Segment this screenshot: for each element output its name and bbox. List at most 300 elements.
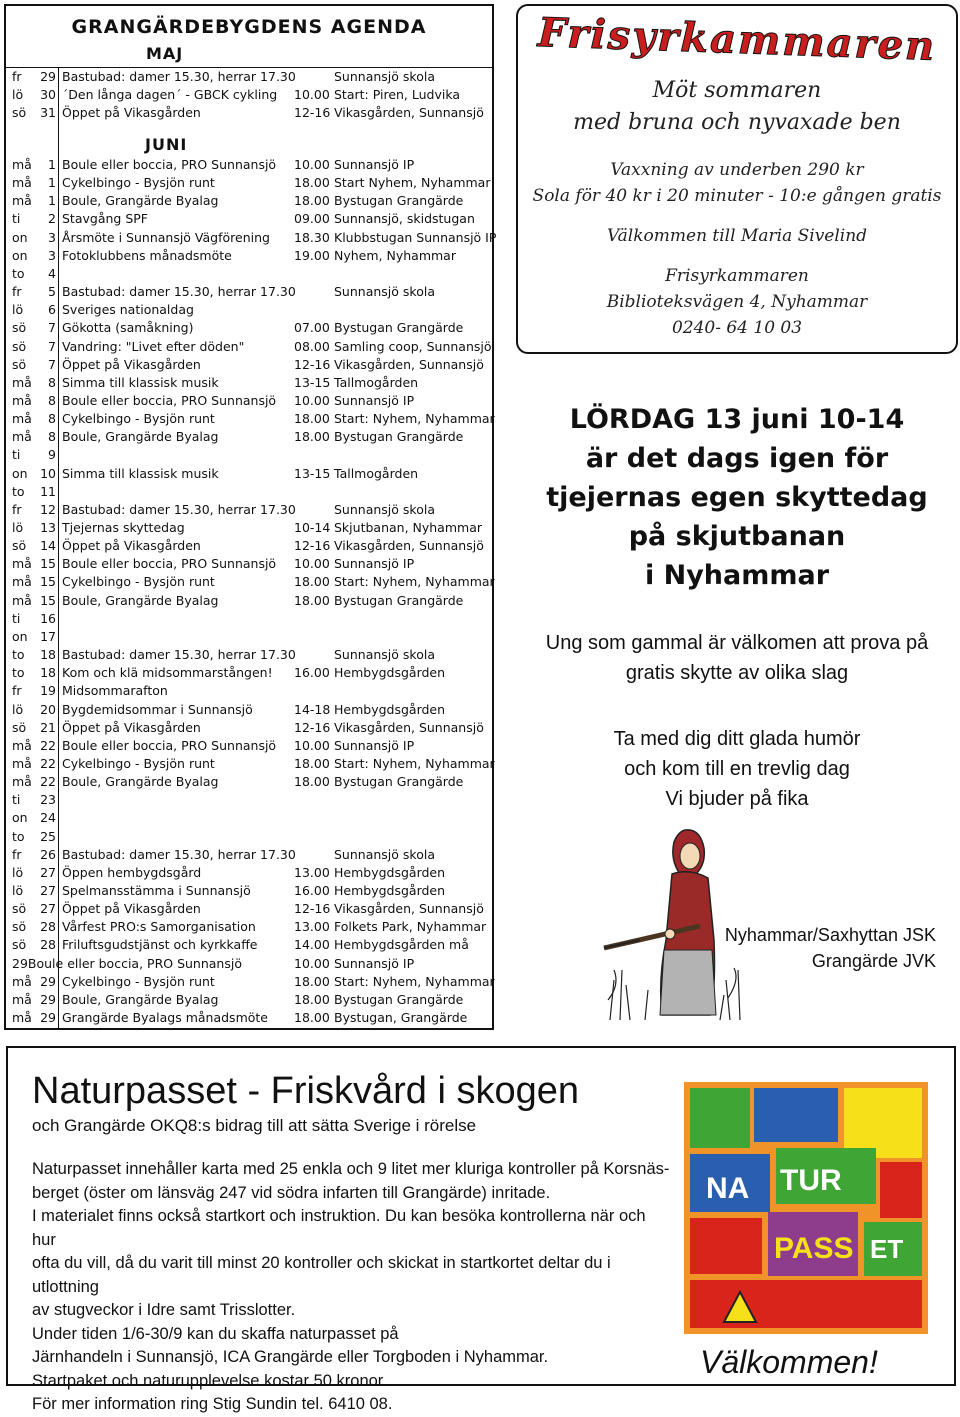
agenda-num: 6 (48, 302, 56, 318)
agenda-num: 7 (48, 338, 56, 354)
agenda-num: 12 (40, 501, 56, 517)
agenda-activity: Cykelbingo - Bysjön runt (62, 973, 215, 989)
naturpasset-box (6, 1046, 956, 1413)
agenda-time: 18.00 (294, 175, 330, 191)
agenda-place: Vikasgården, Sunnansjö (334, 538, 484, 554)
agenda-day: on (12, 247, 28, 263)
agenda-row (6, 991, 492, 1009)
agenda-row (6, 265, 492, 283)
agenda-num: 27 (40, 901, 56, 917)
agenda-day: må (12, 374, 32, 390)
agenda-day: lö (12, 302, 24, 318)
agenda-place: Start: Nyhem, Nyhammar (334, 755, 495, 771)
agenda-time: 10.00 (294, 392, 330, 408)
agenda-row (6, 664, 492, 682)
agenda-box (4, 4, 497, 1030)
agenda-row (6, 610, 492, 628)
agenda-num: 8 (48, 392, 56, 408)
agenda-activity: Spelmansstämma i Sunnansjö (62, 883, 251, 898)
month-may: MAJ (146, 44, 184, 63)
agenda-row (6, 882, 492, 900)
agenda-place: Tallmogården (334, 374, 419, 390)
agenda-place: Bystugan Grangärde (334, 991, 464, 1007)
agenda-num: 11 (40, 483, 56, 499)
shooting-text (516, 724, 958, 814)
agenda-activity: Bygdemidsommar i Sunnansjö (62, 701, 253, 717)
agenda-num: 15 (40, 556, 56, 572)
agenda-num: 15 (40, 574, 56, 590)
salon-tagline: Möt sommaren (652, 78, 822, 103)
agenda-place: Bystugan Grangärde (334, 774, 464, 790)
clubs (725, 922, 936, 974)
agenda-day: fr (12, 284, 22, 300)
agenda-time: 10.00 (294, 955, 330, 971)
agenda-num: 29 (40, 69, 56, 84)
agenda-time: 07.00 (294, 320, 330, 336)
agenda-place: Bystugan Grangärde (334, 193, 464, 209)
agenda-day: fr (12, 846, 22, 862)
agenda-time: 14-18 (294, 701, 331, 717)
agenda-num: 20 (40, 701, 56, 717)
agenda-day: ti (12, 211, 21, 227)
agenda-activity: Boule eller boccia, PRO Sunnansjö (62, 157, 277, 172)
agenda-place: Sunnansjö IP (334, 157, 415, 172)
agenda-day: må (12, 175, 32, 191)
agenda-num: 8 (48, 411, 56, 427)
agenda-place: Skjutbanan, Nyhammar (334, 520, 482, 535)
agenda-row (6, 973, 495, 991)
agenda-activity: Friluftsgudstjänst och kyrkkaffe (62, 937, 258, 953)
agenda-day: må (12, 392, 32, 408)
agenda-row (6, 174, 492, 192)
body-line: berget (öster om länsväg 247 vid södra infarten till Grangärde) inritade. (32, 1183, 551, 1202)
agenda-row (6, 864, 492, 882)
agenda-activity: Grangärde Byalags månadsmöte (62, 1010, 268, 1026)
logo-word: PASS (774, 1232, 854, 1265)
agenda-time: 12-16 (294, 105, 331, 121)
agenda-place: Hembygdsgården (334, 665, 446, 681)
body-line: I materialet finns också startkort och instruktion. Du kan besöka kontrollerna när och hur (32, 1207, 646, 1249)
salon-phone: 0240- 64 10 03 (671, 318, 803, 338)
agenda-row (6, 301, 492, 319)
agenda-row (6, 701, 492, 719)
agenda-row (6, 936, 492, 954)
agenda-num: 27 (40, 864, 56, 880)
agenda-activity: Stavgång SPF (62, 211, 148, 227)
agenda-num: 29 (40, 973, 56, 989)
agenda-row (6, 210, 492, 228)
logo-word: NA (706, 1172, 750, 1205)
agenda-day: må (12, 429, 32, 445)
agenda-row (6, 68, 492, 86)
agenda-time: 13-15 (294, 374, 331, 390)
agenda-row (6, 573, 495, 591)
salon-address: Biblioteksvägen 4, Nyhammar (606, 292, 868, 312)
headline-line: är det dags igen för (585, 443, 889, 474)
agenda-time: 12-16 (294, 901, 331, 917)
agenda-num: 1 (48, 157, 56, 172)
agenda-place: Vikasgården, Sunnansjö (334, 901, 484, 917)
agenda-num: 1 (48, 193, 56, 209)
agenda-activity: Sveriges nationaldag (62, 302, 194, 318)
agenda-day: sö (12, 919, 27, 935)
agenda-num: 10 (40, 465, 56, 481)
agenda-activity: Cykelbingo - Bysjön runt (62, 411, 215, 427)
agenda-row (6, 519, 492, 537)
agenda-place: Sunnansjö IP (334, 392, 415, 408)
agenda-place: Sunnansjö skola (334, 69, 435, 84)
text-line: Ung som gammal är välkomen att prova på (545, 632, 929, 654)
agenda-place: Start Nyhem, Nyhammar (334, 175, 491, 191)
agenda-place: Bystugan Grangärde (334, 320, 464, 336)
agenda-day: sö (12, 105, 27, 121)
agenda-activity: Gökotta (samåkning) (62, 320, 194, 336)
agenda-activity: Kom och klä midsommarstången! (62, 665, 273, 681)
agenda-place: Sunnansjö IP (334, 737, 415, 753)
agenda-day: sö (12, 538, 27, 554)
agenda-num: 8 (48, 429, 56, 445)
agenda-num: 28 (40, 937, 56, 953)
agenda-day: ti (12, 610, 21, 626)
agenda-row (6, 356, 492, 374)
agenda-activity: Bastubad: damer 15.30, herrar 17.30 (62, 284, 296, 300)
body-line: av stugveckor i Idre samt Trisslotter. (32, 1301, 296, 1319)
agenda-num: 18 (40, 665, 56, 681)
agenda-num: 4 (48, 265, 56, 281)
agenda-num: 26 (40, 846, 56, 862)
agenda-place: Sunnansjö, skidstugan (334, 211, 475, 227)
agenda-place: Nyhem, Nyhammar (334, 247, 456, 263)
agenda-activity: Simma till klassisk musik (62, 374, 219, 390)
agenda-time: 12-16 (294, 719, 331, 735)
agenda-place: Vikasgården, Sunnansjö (334, 105, 484, 121)
agenda-time: 10-14 (294, 520, 331, 535)
agenda-time: 19.00 (294, 247, 330, 263)
agenda-num: 19 (40, 683, 56, 699)
agenda-place: Vikasgården, Sunnansjö (334, 719, 484, 735)
agenda-activity: Cykelbingo - Bysjön runt (62, 574, 215, 590)
agenda-place: Hembygdsgården (334, 864, 446, 880)
agenda-num: 7 (48, 320, 56, 336)
agenda-day: sö (12, 937, 27, 953)
agenda-place: Klubbstugan Sunnansjö IP (334, 229, 497, 245)
body-line: Järnhandeln i Sunnansjö, ICA Grangärde eller Torgboden i Nyhammar. (32, 1348, 549, 1366)
agenda-time: 18.00 (294, 411, 330, 427)
agenda-day: må (12, 556, 32, 572)
agenda-time: 18.00 (294, 429, 330, 445)
agenda-place: Sunnansjö IP (334, 955, 415, 971)
salon-title: Frisyrkammaren (536, 9, 937, 70)
agenda-num: 1 (48, 175, 56, 191)
agenda-day: må (12, 411, 32, 427)
agenda-activity: Boule, Grangärde Byalag (62, 774, 219, 790)
agenda-activity: Cykelbingo - Bysjön runt (62, 175, 215, 191)
headline-line: LÖRDAG 13 juni 10-14 (569, 404, 905, 435)
agenda-day: må (12, 193, 32, 209)
agenda-row (6, 646, 492, 664)
agenda-row (6, 247, 492, 265)
agenda-num: 28 (40, 919, 56, 935)
agenda-row (6, 483, 492, 501)
agenda-day: fr (12, 69, 22, 84)
agenda-time: 08.00 (294, 338, 330, 354)
agenda-day: on (12, 628, 28, 644)
naturpasset-body (32, 1158, 672, 1417)
agenda-num: 29 (40, 991, 56, 1007)
agenda-day: sö (12, 901, 27, 917)
agenda-activity: 29Boule eller boccia, PRO Sunnansjö (12, 955, 242, 971)
agenda-time: 18.00 (294, 973, 330, 989)
agenda-num: 3 (48, 229, 56, 245)
agenda-activity: Bastubad: damer 15.30, herrar 17.30 (62, 69, 296, 84)
agenda-activity: Bastubad: damer 15.30, herrar 17.30 (62, 501, 296, 517)
agenda-activity: Tjejernas skyttedag (62, 520, 185, 535)
body-line: Startpaket och naturupplevelse kostar 50 kronor. (32, 1371, 387, 1390)
agenda-time: 18.30 (294, 229, 330, 245)
agenda-day: fr (12, 683, 22, 699)
headline-line: på skjutbanan (628, 521, 846, 552)
agenda-row (6, 319, 492, 337)
agenda-activity: Öppet på Vikasgården (62, 538, 201, 554)
agenda-num: 27 (40, 883, 56, 898)
agenda-time: 12-16 (294, 538, 331, 554)
agenda-activity: Vandring: "Livet efter döden" (62, 338, 245, 354)
agenda-activity: Bastubad: damer 15.30, herrar 17.30 (62, 846, 296, 862)
salon-offer: Vaxxning av underben 290 kr (610, 160, 864, 180)
agenda-activity: Vårfest PRO:s Samorganisation (62, 919, 256, 935)
salon-ad (516, 4, 958, 354)
agenda-row (6, 446, 492, 464)
agenda-activity: Midsommarafton (62, 683, 168, 699)
agenda-num: 2 (48, 211, 56, 227)
naturpasset-title: Naturpasset - Friskvård i skogen (32, 1070, 579, 1112)
agenda-day: to (12, 265, 25, 281)
agenda-num: 30 (40, 87, 56, 103)
headline-line: i Nyhammar (644, 560, 830, 591)
agenda-activity: Boule eller boccia, PRO Sunnansjö (62, 392, 277, 408)
club-name: Nyhammar/Saxhyttan JSK (724, 925, 936, 945)
agenda-day: to (12, 483, 25, 499)
agenda-row (6, 737, 492, 755)
headline-line: tjejernas egen skyttedag (546, 482, 928, 513)
agenda-time: 18.00 (294, 193, 330, 209)
agenda-day: må (12, 157, 32, 172)
agenda-num: 16 (40, 610, 56, 626)
agenda-row (6, 229, 497, 247)
agenda-row (6, 719, 492, 737)
agenda-row (6, 755, 495, 773)
agenda-activity: Boule eller boccia, PRO Sunnansjö (62, 737, 277, 753)
agenda-day: to (12, 665, 25, 681)
agenda-row (6, 555, 492, 573)
agenda-row (6, 846, 492, 864)
agenda-num: 8 (48, 374, 56, 390)
agenda-row (6, 428, 492, 446)
agenda-row (6, 374, 492, 392)
agenda-day: lö (12, 864, 24, 880)
agenda-day: fr (12, 501, 22, 517)
agenda-time: 09.00 (294, 211, 330, 227)
agenda-day: lö (12, 883, 24, 898)
naturpasset-welcome: Välkommen! (700, 1344, 878, 1380)
month-june: JUNI (145, 135, 188, 154)
agenda-activity: Öppet på Vikasgården (62, 105, 201, 121)
agenda-place: Hembygdsgården (334, 701, 446, 717)
agenda-row (6, 900, 492, 918)
agenda-day: ti (12, 792, 21, 808)
agenda-place: Bystugan, Grangärde (334, 1010, 468, 1026)
salon-name: Frisyrkammaren (665, 266, 809, 286)
agenda-num: 25 (40, 828, 56, 844)
agenda-day: må (12, 755, 32, 771)
agenda-row (6, 773, 492, 791)
agenda-row (6, 791, 492, 809)
text-line: Ta med dig ditt glada humör (613, 728, 861, 750)
agenda-activity: Öppen hembygdsgård (62, 864, 202, 880)
agenda-time: 18.00 (294, 574, 330, 590)
agenda-activity: Boule eller boccia, PRO Sunnansjö (62, 556, 277, 572)
agenda-place: Sunnansjö skola (334, 501, 435, 517)
agenda-time: 16.00 (294, 665, 330, 681)
agenda-num: 5 (48, 284, 56, 300)
agenda-activity: ´Den långa dagen´ - GBCK cykling (62, 87, 278, 103)
agenda-num: 13 (40, 520, 56, 535)
agenda-activity: Bastubad: damer 15.30, herrar 17.30 (62, 647, 296, 663)
agenda-place: Hembygdsgården må (334, 937, 469, 953)
agenda-day: må (12, 973, 32, 989)
agenda-day: on (12, 810, 28, 826)
agenda-place: Sunnansjö skola (334, 284, 435, 300)
agenda-place: Start: Piren, Ludvika (334, 87, 461, 103)
agenda-time: 10.00 (294, 87, 330, 103)
agenda-day: lö (12, 87, 24, 103)
agenda-day: må (12, 592, 32, 608)
body-line: För mer information ring Stig Sundin tel. 6410 08. (32, 1395, 393, 1413)
text-line: och kom till en trevlig dag (624, 758, 850, 780)
agenda-num: 22 (40, 755, 56, 771)
agenda-time: 13.00 (294, 864, 330, 880)
agenda-row (6, 918, 492, 936)
agenda-num: 3 (48, 247, 56, 263)
agenda-day: lö (12, 520, 24, 535)
agenda-activity: Boule, Grangärde Byalag (62, 193, 219, 209)
agenda-day: to (12, 828, 25, 844)
agenda-place: Sunnansjö skola (334, 846, 435, 862)
agenda-activity: Boule, Grangärde Byalag (62, 592, 219, 608)
agenda-place: Bystugan Grangärde (334, 592, 464, 608)
agenda-day: må (12, 574, 32, 590)
agenda-row (6, 338, 492, 356)
agenda-day: må (12, 1010, 32, 1026)
agenda-time: 13.00 (294, 919, 330, 935)
agenda-num: 23 (40, 792, 56, 808)
agenda-num: 18 (40, 647, 56, 663)
body-line: ofta du vill, då du varit till minst 20 kontroller och skickat in startkortet deltar du i utlottning (32, 1254, 611, 1296)
salon-offer: Sola för 40 kr i 20 minuter - 10:e gången gratis (532, 186, 942, 206)
agenda-num: 15 (40, 592, 56, 608)
agenda-num: 21 (40, 719, 56, 735)
agenda-place: Sunnansjö IP (334, 556, 415, 572)
shooting-text (516, 628, 958, 688)
shooting-headline (516, 400, 958, 595)
agenda-place: Hembygdsgården (334, 883, 446, 898)
agenda-place: Tallmogården (334, 465, 419, 481)
agenda-activity: Boule, Grangärde Byalag (62, 429, 219, 445)
agenda-row (6, 955, 492, 973)
agenda-num: 7 (48, 356, 56, 372)
agenda-day: må (12, 737, 32, 753)
agenda-row (6, 156, 492, 174)
agenda-day: sö (12, 338, 27, 354)
agenda-row (6, 192, 492, 210)
agenda-row (6, 283, 492, 301)
agenda-activity: Simma till klassisk musik (62, 465, 219, 481)
agenda-place: Start: Nyhem, Nyhammar (334, 574, 495, 590)
agenda-row (6, 1009, 492, 1027)
agenda-day: må (12, 991, 32, 1007)
agenda-time: 13-15 (294, 465, 331, 481)
logo-word: TUR (780, 1164, 842, 1197)
agenda-place: Bystugan Grangärde (334, 429, 464, 445)
agenda-row (6, 410, 495, 428)
agenda-place: Start: Nyhem, Nyhammar (334, 973, 495, 989)
agenda-day: on (12, 229, 28, 245)
agenda-time: 18.00 (294, 755, 330, 771)
body-line: Naturpasset innehåller karta med 25 enkla och 9 litet mer kluriga kontroller på Korsnäs- (32, 1160, 670, 1178)
agenda-num: 9 (48, 447, 56, 463)
agenda-row (6, 86, 492, 104)
agenda-row (6, 501, 492, 519)
agenda-time: 18.00 (294, 1010, 330, 1026)
agenda-day: to (12, 647, 25, 663)
text-line: gratis skytte av olika slag (625, 662, 849, 684)
agenda-place: Start: Nyhem, Nyhammar (334, 411, 495, 427)
agenda-num: 17 (40, 628, 56, 644)
agenda-row (6, 537, 492, 555)
agenda-num: 29 (40, 1010, 56, 1026)
agenda-row (6, 465, 492, 483)
agenda-time: 18.00 (294, 991, 330, 1007)
agenda-activity: Boule, Grangärde Byalag (62, 991, 219, 1007)
agenda-day: sö (12, 719, 27, 735)
agenda-row (6, 828, 492, 846)
agenda-place: Vikasgården, Sunnansjö (334, 356, 484, 372)
agenda-day: må (12, 774, 32, 790)
agenda-day: sö (12, 320, 27, 336)
text-line: Vi bjuder på fika (665, 788, 809, 810)
agenda-place: Samling coop, Sunnansjö (334, 338, 492, 354)
agenda-time: 12-16 (294, 356, 331, 372)
agenda-time: 18.00 (294, 592, 330, 608)
agenda-time: 10.00 (294, 157, 330, 172)
agenda-row (6, 682, 492, 700)
agenda-num: 22 (40, 737, 56, 753)
agenda-row (6, 628, 492, 646)
agenda-num: 24 (40, 810, 56, 826)
agenda-row (6, 809, 492, 827)
agenda-place: Sunnansjö skola (334, 647, 435, 663)
logo-word: ET (870, 1234, 904, 1264)
salon-welcome: Välkommen till Maria Sivelind (606, 226, 868, 246)
agenda-activity: Öppet på Vikasgården (62, 719, 201, 735)
agenda-activity: Öppet på Vikasgården (62, 356, 201, 372)
naturpasset-logo (684, 1082, 928, 1334)
agenda-activity: Fotoklubbens månadsmöte (62, 247, 232, 263)
agenda-num: 22 (40, 774, 56, 790)
agenda-day: lö (12, 701, 24, 717)
agenda-time: 14.00 (294, 937, 330, 953)
agenda-time: 10.00 (294, 556, 330, 572)
